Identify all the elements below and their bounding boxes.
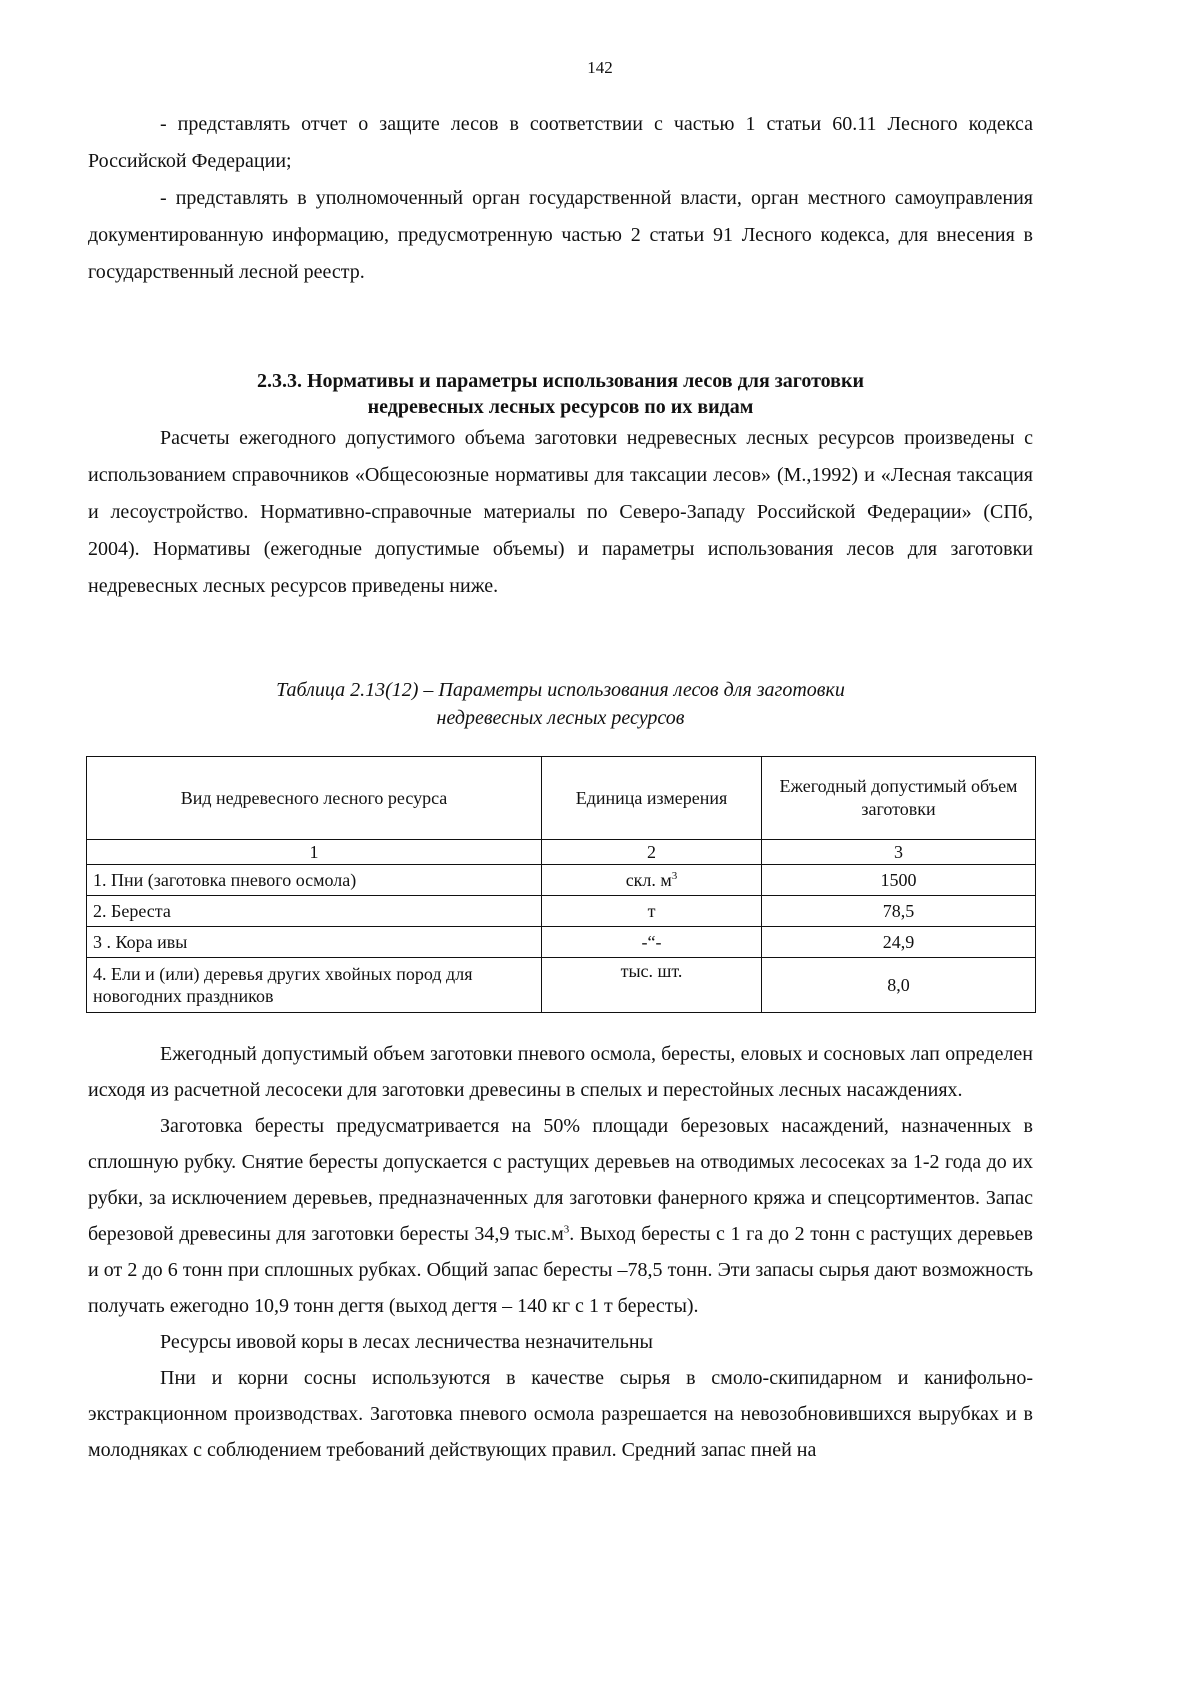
superscript: 3	[563, 1223, 570, 1236]
cell-volume: 8,0	[762, 958, 1036, 1013]
intro-list	[88, 106, 1033, 291]
cell-unit	[542, 927, 762, 958]
body-text	[88, 1036, 1033, 1468]
section-heading-line: недревесных лесных ресурсов по их видам	[367, 396, 754, 418]
unit-text: т	[647, 901, 656, 921]
column-number: 1	[87, 840, 542, 865]
column-number: 2	[542, 840, 762, 865]
header-resource: Вид недревесного лесного ресурса	[87, 757, 542, 840]
unit-text: скл. м	[625, 870, 672, 890]
section-intro	[88, 420, 1033, 605]
cell-volume: 24,9	[762, 927, 1036, 958]
unit-text: тыс. шт.	[620, 961, 683, 981]
cell-resource: 4. Ели и (или) деревья других хвойных пород для новогодних праздников	[87, 958, 542, 1013]
unit-superscript: 3	[671, 870, 678, 882]
table-row	[87, 896, 1036, 927]
body-paragraph: Ресурсы ивовой коры в лесах лесничества незначительны	[160, 1331, 653, 1353]
body-paragraph: Ежегодный допустимый объем заготовки пневого осмола, бересты, еловых и сосновых лап определен исходя из расчетной лесосеки для заготовки древесины в спелых и перестойных лесных насаждениях.	[88, 1043, 1033, 1101]
table-row	[87, 865, 1036, 896]
section-heading	[88, 368, 1033, 420]
unit-text: -“-	[641, 932, 662, 952]
resources-table	[86, 756, 1036, 1013]
cell-volume: 78,5	[762, 896, 1036, 927]
intro-item: - представлять в уполномоченный орган государственной власти, орган местного самоуправления документированную информацию, предусмотренную частью 2 статьи 91 Лесного кодекса, для внесения в государственный лесной реестр.	[88, 187, 1033, 283]
section-intro-paragraph: Расчеты ежегодного допустимого объема заготовки недревесных лесных ресурсов произведены с использованием справочников «Общесоюзные нормативы для таксации лесов» (М.,1992) и «Лесная таксация и лесоустройство. Нормативно-справочные материалы по Северо-Западу Российской Федерации» (СПб, 2004). Нормативы (ежегодные допустимые объемы) и параметры использования лесов для заготовки недревесных лесных ресурсов приведены ниже.	[88, 427, 1033, 597]
cell-unit	[542, 958, 762, 1013]
table-caption-line: недревесных лесных ресурсов	[436, 707, 685, 729]
body-paragraph: Пни и корни сосны используются в качестве сырья в смоло-скипидарном и канифольно-экстракционном производствах. Заготовка пневого осмола разрешается на невозобновившихся вырубках и в молодняках с соблюдением требований действующих правил. Средний запас пней на	[88, 1367, 1033, 1461]
section-heading-line: 2.3.3. Нормативы и параметры использования лесов для заготовки	[256, 370, 865, 392]
body-text-run: Заготовка бересты предусматривается на 50% площади березовых насаждений, назначенных в сплошную рубку. Снятие бересты допускается с растущих деревьев на отводимых лесосеках за 1-2 года до их рубки, за исключением деревьев, предназначенных для заготовки фанерного кряжа и спецсортиментов. Запас березовой древесины для заготовки бересты 34,9 тыс.м	[88, 1115, 1033, 1245]
column-number: 3	[762, 840, 1036, 865]
intro-item: - представлять отчет о защите лесов в соответствии с частью 1 статьи 60.11 Лесного кодекса Российской Федерации;	[88, 113, 1033, 172]
cell-resource: 3 . Кора ивы	[87, 927, 542, 958]
table-caption-line: Таблица 2.13(12) – Параметры использования лесов для заготовки	[276, 679, 845, 701]
table-row	[87, 958, 1036, 1013]
table-header-row	[87, 757, 1036, 840]
page-number: 142	[587, 58, 613, 77]
header-volume: Ежегодный допустимый объем заготовки	[762, 757, 1036, 840]
table-row	[87, 927, 1036, 958]
body-text-run: . Выход бересты с 1 га до 2 тонн с растущих деревьев и от 2 до 6 тонн при сплошных рубках. Общий запас бересты –78,5 тонн. Эти запасы сырья дают возможность получать ежегодно 10,9 тонн дегтя (выход дегтя – 140 кг с 1 т бересты).	[88, 1223, 1033, 1317]
cell-unit	[542, 865, 762, 896]
column-number-row	[87, 840, 1036, 865]
table-caption	[88, 676, 1033, 732]
body-paragraph	[88, 1108, 1033, 1324]
cell-resource: 1. Пни (заготовка пневого осмола)	[87, 865, 542, 896]
cell-resource: 2. Береста	[87, 896, 542, 927]
cell-volume: 1500	[762, 865, 1036, 896]
header-unit: Единица измерения	[542, 757, 762, 840]
cell-unit	[542, 896, 762, 927]
